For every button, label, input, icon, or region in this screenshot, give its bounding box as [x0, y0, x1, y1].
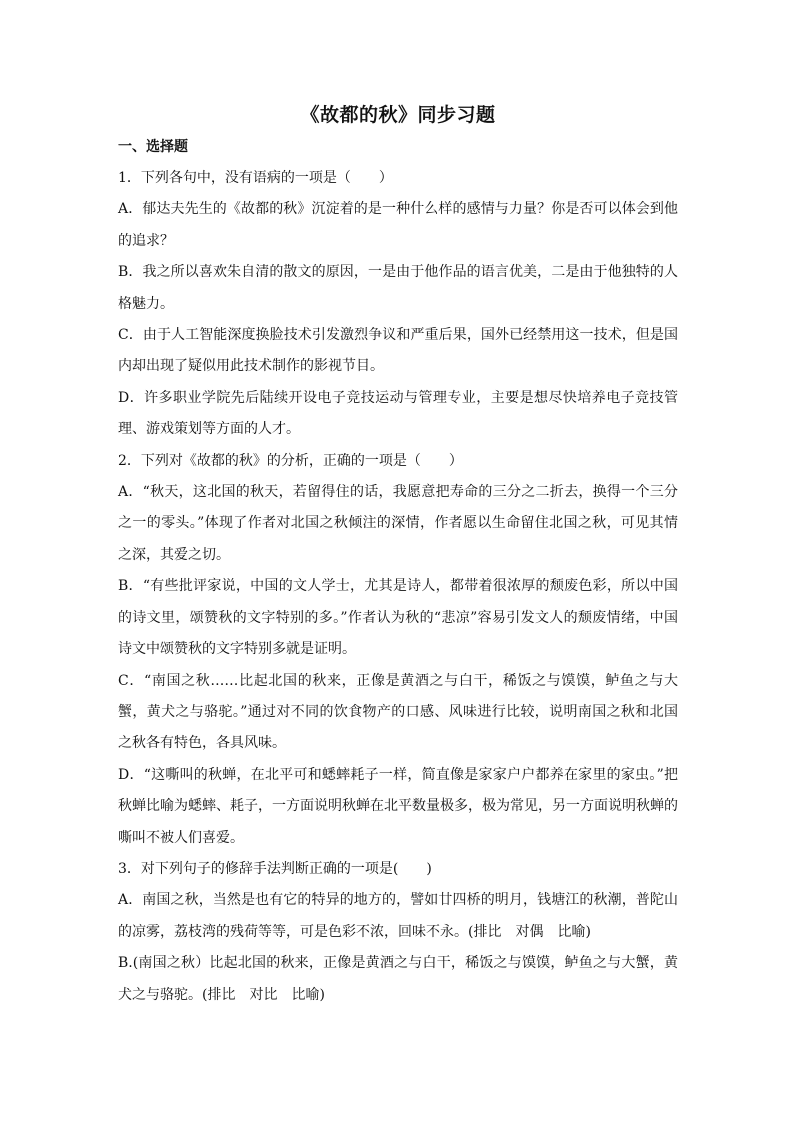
question-2-stem: 2．下列对《故都的秋》的分析，正确的一项是（ ） [118, 452, 463, 469]
page-title: 《故都的秋》同步习题 [300, 104, 496, 126]
question-1-option-b: B．我之所以喜欢朱自清的散文的原因，一是由于他作品的语言优美，二是由于他独特的人格魅力。 [118, 264, 678, 312]
question-2-option-a: A．“秋天，这北国的秋天，若留得住的话，我愿意把寿命的三分之二折去，换得一个三分之一的零头。”体现了作者对北国之秋倾注的深情，作者愿以生命留住北国之秋，可见其情之深，其爱之切。 [118, 484, 678, 563]
question-1-stem: 1．下列各句中，没有语病的一项是（ ） [118, 170, 393, 186]
question-3-option-a: A．南国之秋，当然是也有它的特异的地方的，譬如廿四桥的明月，钱塘江的秋潮，普陀山的凉雾，荔枝湾的残荷等等，可是色彩不浓，回味不永。(排比 对偶 比喻) [118, 892, 678, 940]
document-page [118, 98, 678, 1011]
question-2-option-c: C．“南国之秋……比起北国的秋来，正像是黄酒之与白干，稀饭之与馍馍，鲈鱼之与大蟹，黄犬之与骆驼。”通过对不同的饮食物产的口感、风味进行比较，说明南国之秋和北国之秋各有特色，各具风味。 [118, 672, 678, 752]
question-1-option-a: A．郁达夫先生的《故都的秋》沉淀着的是一种什么样的感情与力量？你是否可以体会到他的追求？ [118, 201, 678, 249]
question-2-option-b: B．“有些批评家说，中国的文人学士，尤其是诗人，都带着很浓厚的颓废色彩，所以中国的诗文里，颂赞秋的文字特别的多。”作者认为秋的“悲凉”容易引发文人的颓废情绪，中国诗文中颂赞秋的文字特别多就是证明。 [118, 578, 678, 658]
question-3-option-b: B.(南国之秋）比起北国的秋来，正像是黄酒之与白干，稀饭之与馍馍，鲈鱼之与大蟹，黄犬之与骆驼。(排比 对比 比喻) [118, 955, 678, 1003]
question-2-option-d: D．“这嘶叫的秋蝉，在北平可和蟋蟀耗子一样，简直像是家家户户都养在家里的家虫。”把秋蝉比喻为蟋蟀、耗子，一方面说明秋蝉在北平数量极多，极为常见，另一方面说明秋蝉的嘶叫不被人们喜爱。 [118, 766, 678, 846]
question-1-option-c: C．由于人工智能深度换脸技术引发激烈争议和严重后果，国外已经禁用这一技术，但是国内却出现了疑似用此技术制作的影视节目。 [118, 327, 678, 375]
section-heading: 一、选择题 [118, 139, 188, 155]
question-1-option-d: D．许多职业学院先后陆续开设电子竞技运动与管理专业，主要是想尽快培养电子竞技管理、游戏策划等方面的人才。 [118, 389, 678, 438]
question-3-stem: 3．对下列句子的修辞手法判断正确的一项是( ) [118, 860, 432, 877]
